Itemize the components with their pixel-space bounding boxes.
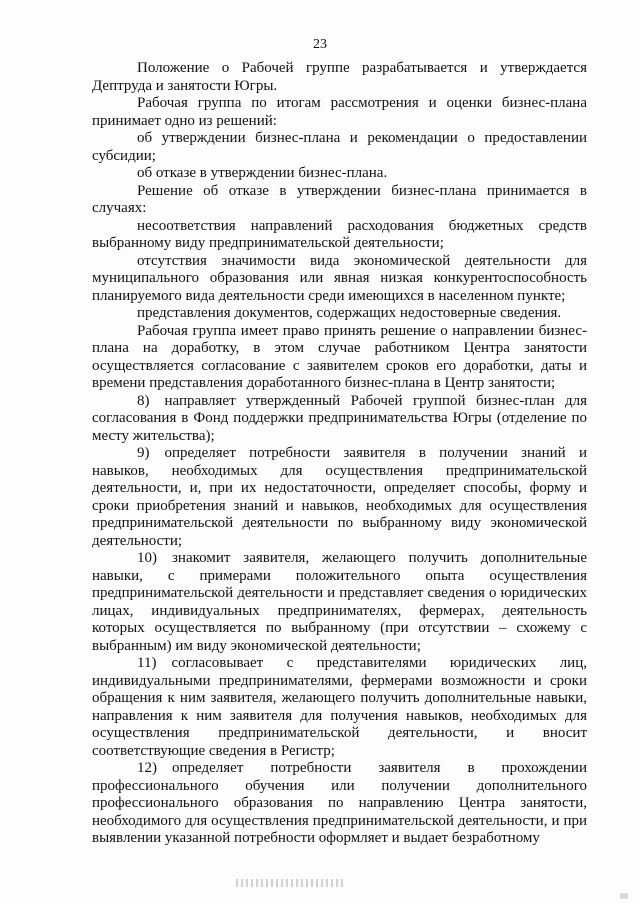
- paragraph-working-group-regulation: Положение о Рабочей группе разрабатывается и утверждается Дептруда и занятости Югры.: [92, 60, 587, 94]
- document-body: [92, 60, 587, 848]
- page-number: 23: [313, 37, 327, 52]
- scan-artifact: [236, 879, 346, 887]
- paragraph-refusal-cases: Решение об отказе в утверждении бизнес-плана принимается в случаях:: [92, 182, 587, 216]
- paragraph-item-8: 8) направляет утвержденный Рабочей группой бизнес-план для согласования в Фонд поддержки предпринимательства Югры (отделение по месту жительства);: [92, 392, 587, 444]
- paragraph-case-insignificance: отсутствия значимости вида экономической деятельности для муниципального образования или явная низкая конкурентоспособность планируемого вида деятельности среди имеющихся в населенном пункте;: [92, 252, 587, 304]
- paragraph-item-9: 9) определяет потребности заявителя в получении знаний и навыков, необходимых для осуществления предпринимательской деятельности, и, при их недостаточности, определяет способы, форму и сроки приобретения знаний и навыков, необходимых для осуществления предпринимательской деятельности по выбранному виду экономической деятельности;: [92, 445, 587, 549]
- scan-artifact-corner: [620, 893, 628, 899]
- paragraph-item-12: 12) определяет потребности заявителя в прохождении профессионального обучения или получении дополнительного профессионального образования по направлению Центра занятости, необходимого для осуществления предпринимательской деятельности, и при выявлении указанной потребности оформляет и выдает безработному: [92, 760, 587, 846]
- paragraph-revision-right: Рабочая группа имеет право принять решение о направлении бизнес-плана на доработку, в этом случае работником Центра занятости осуществляется согласование с заявителем сроков его доработки, даты и времени представления доработанного бизнес-плана в Центр занятости;: [92, 322, 587, 391]
- paragraph-working-group-decisions: Рабочая группа по итогам рассмотрения и оценки бизнес-плана принимает одно из решений:: [92, 95, 587, 129]
- paragraph-item-10: 10) знакомит заявителя, желающего получить дополнительные навыки, с примерами положительного опыта осуществления предпринимательской деятельности и представляет сведения о юридических лицах, индивидуальных предпринимателях, фермерах, деятельность которых осуществляется по выбранному (при отсутствии – схожему с выбранным) им виду экономической деятельности;: [92, 550, 587, 654]
- paragraph-case-false-documents: представления документов, содержащих недостоверные сведения.: [137, 305, 562, 321]
- paragraph-decision-refusal: об отказе в утверждении бизнес-плана.: [137, 165, 388, 181]
- paragraph-decision-approval: об утверждении бизнес-плана и рекомендации о предоставлении субсидии;: [92, 130, 587, 164]
- paragraph-item-11: 11) согласовывает с представителями юридических лиц, индивидуальными предпринимателями, фермерами возможности и сроки обращения к ним заявителя, желающего получить дополнительные навыки, направления к ним заявителя для получения навыков, необходимых для осуществления предпринимательской деятельности, и вносит соответствующие сведения в Регистр;: [92, 655, 587, 759]
- paragraph-case-mismatch: несоответствия направлений расходования бюджетных средств выбранному виду предпринимательской деятельности;: [92, 217, 587, 251]
